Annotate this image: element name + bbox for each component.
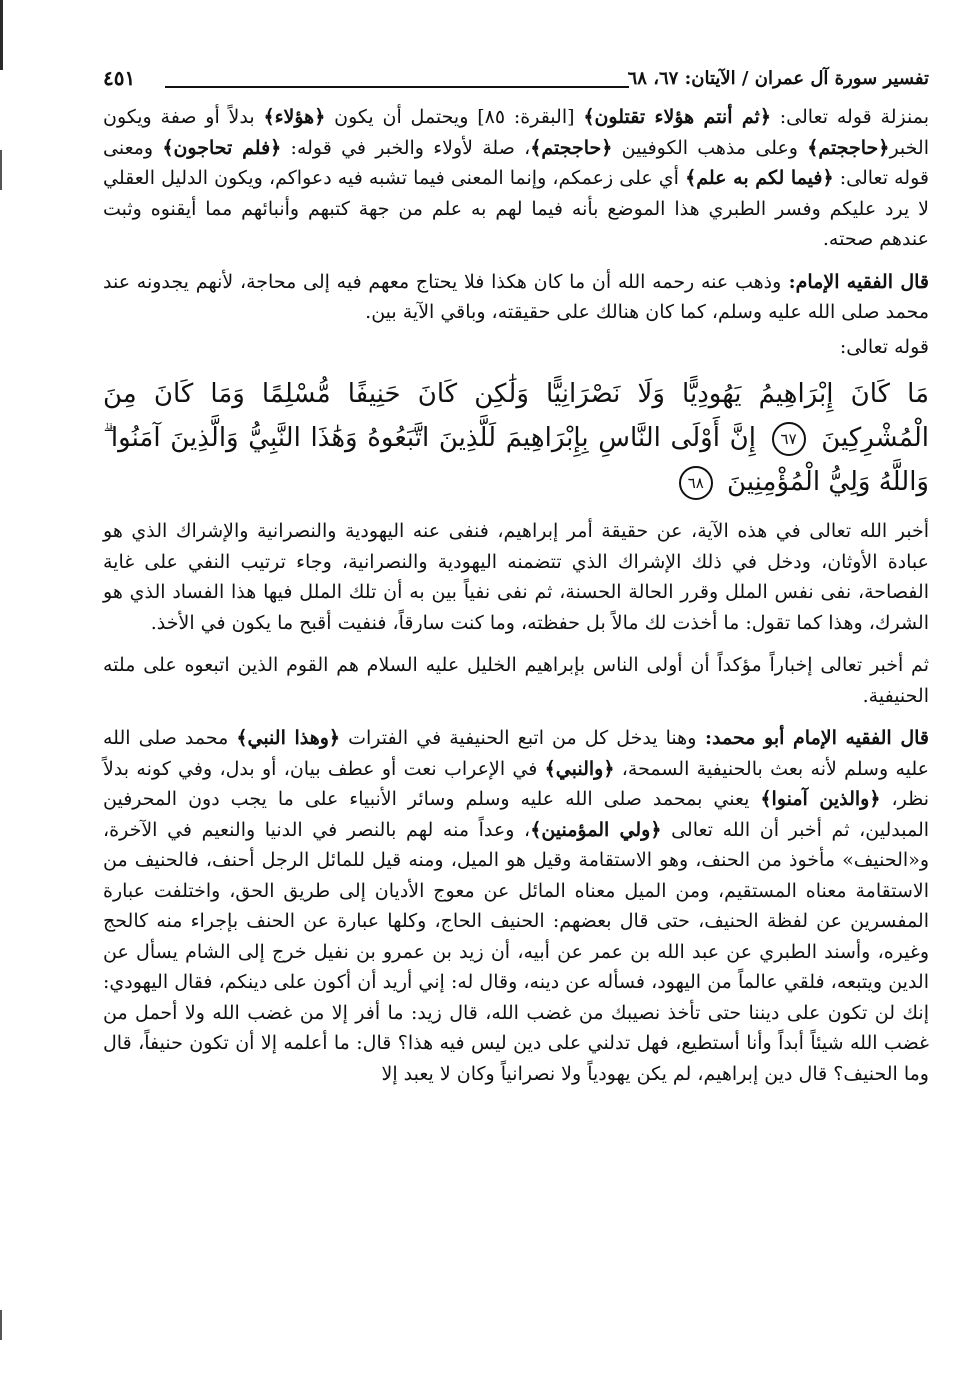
paragraph-4: أخبر الله تعالى في هذه الآية، عن حقيقة أمر إبراهيم، فنفى عنه اليهودية والنصرانية والإشراك الذي هو عبادة الأوثان، ودخل في ذلك الإشراك الذي تتضمنه اليهودية والنصرانية، وجاء ترتيب النفي على غاية الفصاحة، نفى نفس الملل وقرر الحالة الحسنة، ثم نفى نفياً بين به أن تلك الملل فيها هذا الفساد الذي هو الشرك، وهذا كما تقول: ما أخذت لك مالاً بل حفظته، وما كنت سارقاً، فنفيت أقبح ما يكون في الأخذ.	[103, 520, 929, 634]
quran-quote: ﴿ثم أنتم هؤلاء تقتلون﴾	[583, 106, 771, 128]
speaker-label: قال الفقيه الإمام:	[781, 270, 929, 293]
paragraph-1	[103, 102, 929, 255]
speaker-label: قال الفقيه الإمام أبو محمد:	[696, 727, 930, 749]
text-run: يعني بمحمد صلى الله عليه وسلم وسائر الأنبياء على ما يجب دون المحرفين المبدلين، ثم أخبر أن الله تعالى	[103, 788, 930, 841]
text-run: [البقرة: ٨٥] ويحتمل أن يكون	[325, 106, 584, 128]
quran-quote: ﴿وهذا النبي﴾	[236, 727, 341, 749]
book-page	[103, 62, 929, 1089]
quran-quote: ﴿والنبي﴾	[544, 757, 615, 780]
text-run: وهنا يدخل كل من اتبع الحنيفية في الفترات	[340, 727, 697, 749]
text-run: ، صلة لأولاء والخبر في قوله:	[281, 136, 531, 159]
text-run: وذهب عنه رحمه الله أن ما كان هكذا فلا يحتاج معهم فيه إلى محاجة، لأنهم يجدونه عند محمد صلى الله عليه وسلم، كما كان هنالك على حقيقته، وباقي الآية بين.	[103, 270, 929, 323]
quran-quote: ﴿فلم تحاجون﴾	[162, 136, 282, 159]
text-run: بدلاً أو صفة ويكون الخبر	[103, 106, 929, 159]
quran-verse-block	[103, 372, 929, 504]
paragraph-5: ثم أخبر تعالى إخباراً مؤكداً أن أولى الناس بإبراهيم الخليل عليه السلام هم القوم الذين اتبعوه على ملته الحنيفية.	[103, 654, 929, 707]
ayah-number-67: ٦٧	[772, 422, 806, 456]
text-run: أي على زعمكم، وإنما المعنى فيما تشبه فيه دعواكم، ويكون الدليل العقلي لا يرد عليكم وفسر الطبري هذا الموضع بأنه فيما لهم به علم من جهة كتبهم وأنبائهم مما أيقنوه وثبت عندهم صحته.	[103, 167, 929, 250]
paragraph-6	[103, 723, 929, 1089]
text-run: محمد صلى الله عليه وسلم لأنه بعث بالحنيفية السمحة،	[103, 727, 930, 780]
text-run: في الإعراب نعت أو عطف بيان، أو بدل، وفي كونه بدلاً نظر،	[103, 757, 929, 810]
running-header	[103, 62, 929, 96]
text-run: ومعنى قوله تعالى:	[103, 136, 929, 189]
verse-intro: قوله تعالى:	[839, 335, 929, 358]
header-rule	[165, 86, 629, 88]
quran-quote: ﴿حاججتم﴾	[530, 136, 613, 159]
text-run: وعلى مذهب الكوفيين	[612, 136, 808, 159]
paragraph-2	[103, 267, 929, 328]
text-run: ، وعداً منه لهم بالنصر في الدنيا والنعيم في الآخرة، و«الحنيف» مأخوذ من الحنف، وهو الاستقامة وقيل هو الميل، ومنه قيل للمائل الرجل أحنف، فالحنيف من الاستقامة معناه المستقيم، ومن الميل معناه المائل عن معوج الأديان إلى طريق الحق، واختلفت عبارة المفسرين عن لفظة الحنيف، حتى قال بعضهم: الحنيف الحاج، وكلها عبارة عن الحنف بإجراء منه كالحج وغيره، وأسند الطبري عن عبد الله بن عمر عن أبيه، أن زيد بن عمرو بن نفيل خرج إلى الشام يسأل عن الدين ويتبعه، فلقي عالماً من اليهود، فسأله عن دينه، وقال له: إني أريد أن أكون على دينكم، فقال اليهودي: إنك لن تكون على ديننا حتى تأخذ نصيبك من غضب الله، قال زيد: ما أفر إلا من غضب الله ولا أحمل من غضب الله شيئاً أبداً وأنا أستطيع، فهل تدلني على دين ليس فيه هذا؟ قال: ما أعلمه إلا أن تكون حنيفاً، قال وما الحنيف؟ قال دين إبراهيم، لم يكن يهودياً ولا نصرانياً وكان لا يعبد إلا	[103, 818, 929, 1085]
verse-67: مَا كَانَ إِبْرَاهِيمُ يَهُودِيًّا وَلَا نَصْرَانِيًّا وَلَٰكِن كَانَ حَنِيفًا مُّسْلِمًا وَمَا كَانَ مِنَ الْمُشْرِكِينَ	[103, 379, 930, 453]
ayah-number-68: ٦٨	[679, 466, 713, 500]
quran-quote: ﴿هؤلاء﴾	[263, 106, 326, 128]
text-run: بمنزلة قوله تعالى:	[770, 106, 929, 128]
scan-margin-mark	[0, 150, 2, 190]
page-number: ٤٥١	[103, 66, 136, 90]
quran-quote: ﴿والذين آمنوا﴾	[760, 788, 881, 810]
quran-quote: ﴿فيما لكم به علم﴾	[685, 167, 834, 189]
scan-margin-mark	[0, 1310, 2, 1340]
quran-quote: ﴿حاججتم﴾	[807, 136, 890, 159]
scan-edge-mark	[0, 0, 3, 70]
quran-quote: ﴿ولي المؤمنين﴾	[530, 818, 662, 841]
header-title: تفسير سورة آل عمران / الآيتان: ٦٧، ٦٨	[627, 68, 929, 89]
verse-68: إِنَّ أَوْلَى النَّاسِ بِإِبْرَاهِيمَ لَلَّذِينَ اتَّبَعُوهُ وَهَٰذَا النَّبِيُّ وَالَّذِينَ آمَنُوا ۗ وَاللَّهُ وَلِيُّ الْمُؤْمِنِينَ	[103, 423, 929, 497]
